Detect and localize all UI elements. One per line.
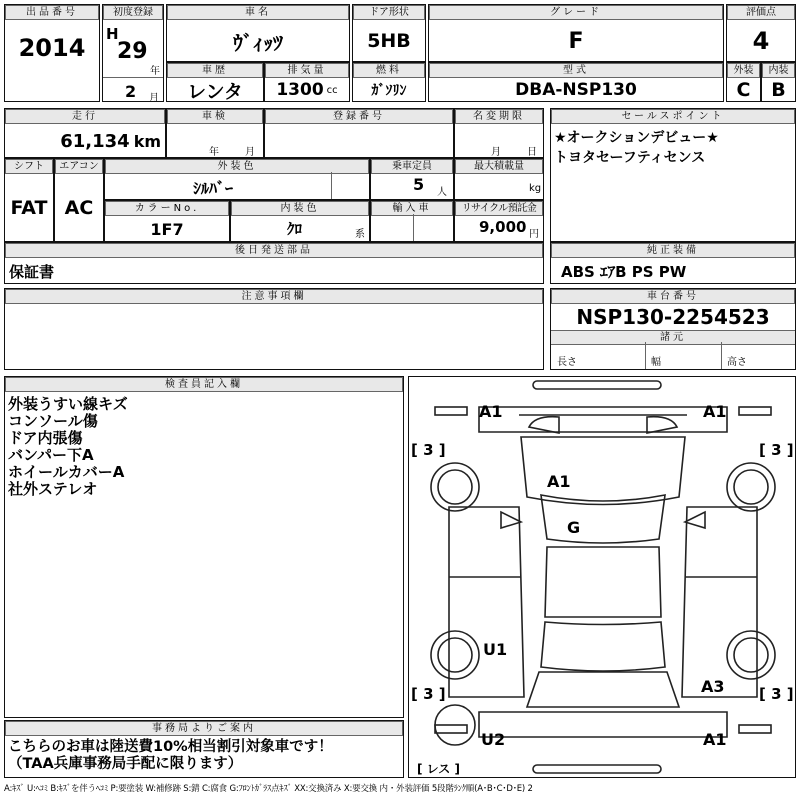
fuel-cell	[352, 62, 426, 102]
car-outline-drawing	[409, 377, 796, 778]
capacity-unit: 人	[437, 187, 447, 198]
caution-cell	[4, 288, 544, 370]
exterior-color-cell	[104, 158, 370, 200]
interior-color-value: ｸﾛ	[287, 220, 303, 238]
max-load-label: 最大積載量	[455, 159, 543, 174]
aircon-cell	[54, 158, 104, 242]
spec-label: 諸元	[551, 330, 795, 345]
inspection-year-unit: 年	[209, 147, 219, 158]
tire-rear-right: [ 3 ]	[759, 685, 794, 703]
color-number-value: 1F7	[150, 219, 184, 239]
car-name-label: 車名	[167, 5, 349, 20]
interior-score-value: B	[771, 79, 786, 101]
model-value: DBA-NSP130	[515, 80, 637, 100]
chassis-cell	[550, 288, 796, 370]
lot-number-label: 出品番号	[5, 5, 99, 20]
plate-cell	[264, 108, 454, 158]
mark-front-right: A1	[703, 402, 727, 421]
sales-points-label: セールスポイント	[551, 109, 795, 124]
inspector-notes-cell	[4, 376, 404, 718]
later-parts-cell	[4, 242, 544, 284]
equipment-cell	[550, 242, 796, 284]
office-notice-label: 事務局よりご案内	[5, 721, 403, 736]
inspection-month-unit: 月	[245, 147, 255, 158]
capacity-cell	[370, 158, 454, 200]
door-type-label: ドア形状	[353, 5, 425, 20]
car-name-value: ｳﾞｨｯﾂ	[233, 30, 283, 55]
mileage-unit: km	[133, 131, 161, 151]
caution-label: 注意事項欄	[5, 289, 543, 304]
transfer-month-unit: 月	[491, 147, 501, 158]
exterior-color-value: ｼﾙﾊﾞｰ	[193, 178, 234, 198]
mileage-value: 61,134	[60, 130, 130, 152]
recycle-cell	[454, 200, 544, 242]
mark-hood: A1	[547, 472, 571, 491]
registration-year-unit: 年	[150, 66, 160, 77]
car-diagram	[408, 376, 796, 778]
tire-front-left: [ 3 ]	[411, 441, 446, 459]
width-label: 幅	[651, 357, 661, 368]
interior-color-cell	[230, 200, 370, 242]
history-label: 車歴	[167, 63, 263, 78]
mark-windshield: G	[567, 518, 581, 537]
sales-points-text: ★オークションデビュー★ トヨタセーフティセンス	[554, 130, 719, 166]
interior-color-label: 内装色	[231, 201, 369, 216]
exterior-color-label: 外装色	[105, 159, 369, 174]
first-registration-cell	[102, 4, 164, 102]
model-label: 型式	[429, 63, 723, 78]
recycle-value: 9,000	[479, 218, 527, 236]
max-load-unit: kg	[529, 183, 542, 194]
office-notice-text: こちらのお車は陸送費10%相当割引対象車です！ （TAA兵庫事務局手配に限ります）	[8, 739, 333, 772]
exterior-score-cell	[726, 62, 761, 102]
recycle-unit: 円	[529, 229, 539, 240]
mark-rear-left: U2	[481, 730, 506, 749]
transfer-day-unit: 日	[527, 147, 537, 158]
chassis-value: NSP130-2254523	[576, 305, 770, 329]
first-registration-label: 初度登録	[103, 5, 163, 20]
height-label: 高さ	[727, 357, 747, 368]
mark-rear-right: A1	[703, 730, 727, 749]
grade-cell	[428, 4, 724, 62]
grade-value: F	[568, 28, 584, 54]
mileage-label: 走行	[5, 109, 165, 124]
score-value: 4	[752, 27, 770, 55]
interior-color-unit: 系	[355, 229, 365, 240]
equipment-value: ABS ｴｱB PS PW	[561, 262, 687, 281]
fuel-value: ｶﾞｿﾘﾝ	[371, 83, 407, 99]
car-name-cell	[166, 4, 350, 62]
fuel-label: 燃料	[353, 63, 425, 78]
transfer-cell	[454, 108, 544, 158]
shift-cell	[4, 158, 54, 242]
plate-label: 登録番号	[265, 109, 453, 124]
later-parts-label: 後日発送部品	[5, 243, 543, 258]
history-cell	[166, 62, 264, 102]
interior-score-cell	[761, 62, 796, 102]
inspector-notes-text: 外装うすい線キズ コンソール傷 ドア内張傷 バンパー下A ホイールカバーA 社外ステレオ	[8, 395, 128, 498]
sales-points-cell	[550, 108, 796, 242]
office-notice-cell	[4, 720, 404, 778]
inspection-label: 車検	[167, 109, 263, 124]
displacement-cell	[264, 62, 350, 102]
exterior-score-value: C	[736, 79, 751, 101]
tire-front-right: [ 3 ]	[759, 441, 794, 459]
era-mark: H	[106, 25, 119, 43]
transfer-label: 名変期限	[455, 109, 543, 124]
capacity-value: 5	[413, 175, 425, 194]
history-value: レンタ	[187, 80, 243, 102]
mark-right-rear: A3	[701, 677, 725, 696]
length-label: 長さ	[557, 357, 577, 368]
mark-left-rear: U1	[483, 640, 508, 659]
displacement-label: 排気量	[265, 63, 349, 78]
interior-score-label: 内装	[762, 63, 795, 78]
score-cell	[726, 4, 796, 62]
displacement-unit: cc	[326, 84, 338, 96]
max-load-cell	[454, 158, 544, 200]
aircon-label: エアコン	[55, 159, 103, 174]
capacity-label: 乗車定員	[371, 159, 453, 174]
aircon-value: AC	[64, 197, 94, 219]
registration-year: 29	[117, 39, 148, 64]
door-type-value: 5HB	[367, 30, 411, 52]
damage-legend: A:ｷｽﾞ U:ﾍｺﾐ B:ｷｽﾞを伴うﾍｺﾐ P:要塗装 W:補修跡 S:錆 C:腐食 G:ﾌﾛﾝﾄｶﾞﾗｽ点ｷｽﾞ XX:交換済み X:要交換 内・外装評価 5段階ﾗﾝｸ順(A･B･C･D･E) 2	[4, 784, 533, 794]
mileage-cell	[4, 108, 166, 158]
model-cell	[428, 62, 724, 102]
recycle-label: リサイクル預託金	[455, 201, 543, 216]
score-label: 評価点	[727, 5, 795, 20]
inspector-notes-label: 検査員記入欄	[5, 377, 403, 392]
equipment-label: 純正装備	[551, 243, 795, 258]
import-cell	[370, 200, 454, 242]
inspection-cell	[166, 108, 264, 158]
import-label: 輸入車	[371, 201, 453, 216]
lot-number-value: 2014	[18, 34, 86, 62]
later-parts-value: 保証書	[9, 262, 55, 281]
color-number-cell	[104, 200, 230, 242]
tire-rear-left: [ 3 ]	[411, 685, 446, 703]
shift-label: シフト	[5, 159, 53, 174]
shift-value: FAT	[10, 197, 48, 219]
grade-label: グレード	[429, 5, 723, 20]
mark-front-left: A1	[479, 402, 503, 421]
door-type-cell	[352, 4, 426, 62]
chassis-label: 車台番号	[551, 289, 795, 304]
spare-tire-mark: [ レス ]	[417, 762, 460, 776]
displacement-value: 1300	[276, 80, 324, 100]
registration-month-unit: 月	[149, 93, 159, 102]
registration-month: 2	[125, 82, 137, 101]
lot-number-cell	[4, 4, 100, 102]
exterior-score-label: 外装	[727, 63, 760, 78]
color-number-label: カラーNo.	[105, 201, 229, 216]
